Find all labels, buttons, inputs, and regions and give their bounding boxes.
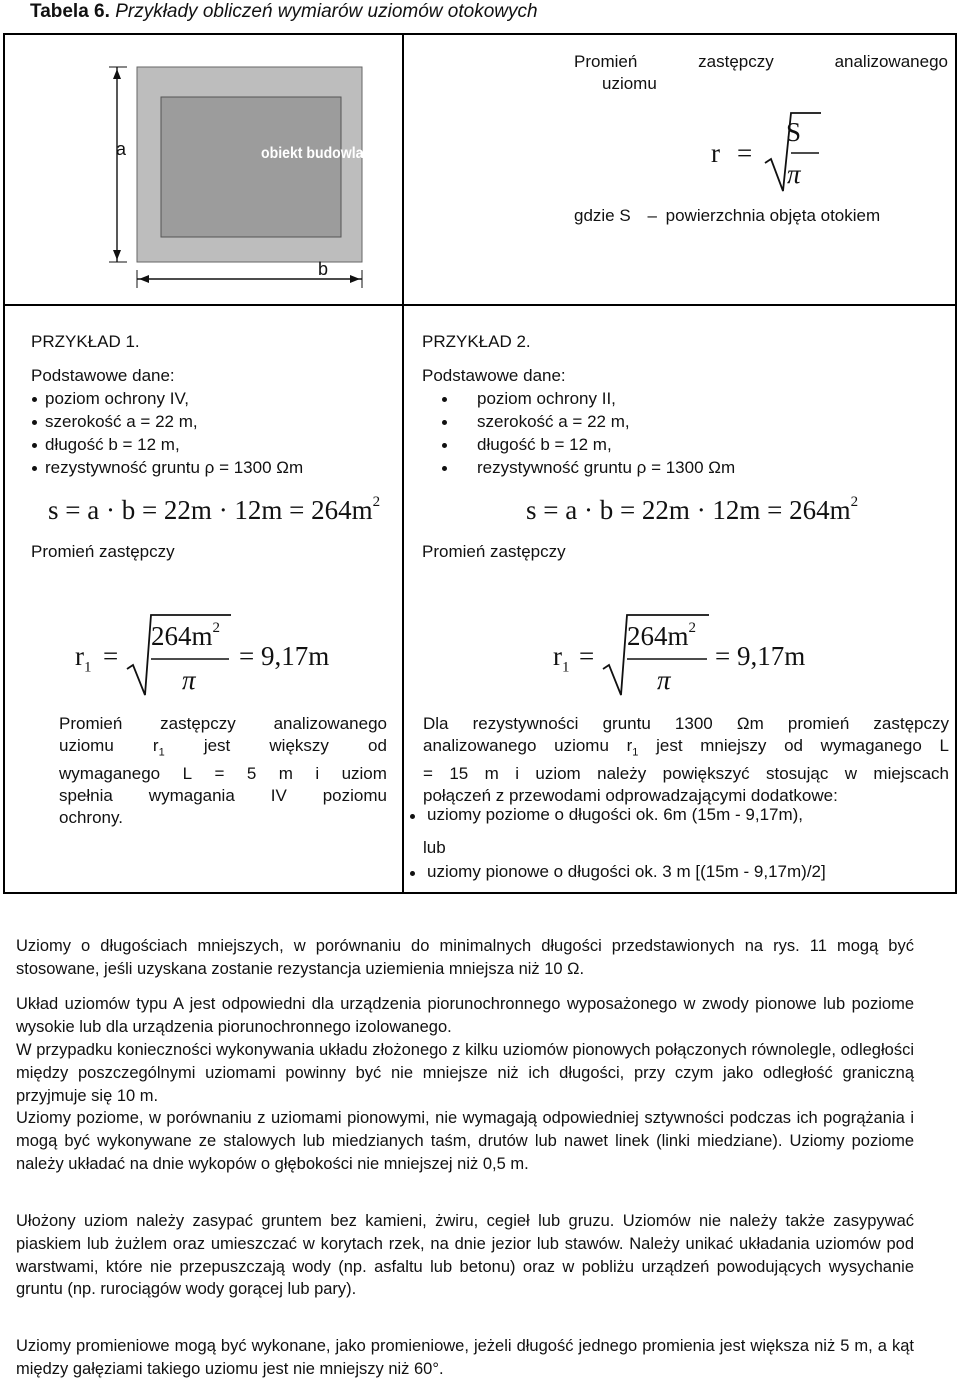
- conclusion-word: powiększyć: [662, 764, 750, 784]
- example2-basic: Podstawowe dane:: [422, 366, 566, 385]
- conclusion-word: w: [844, 764, 858, 784]
- conclusion-word: 1300: [674, 714, 713, 733]
- conclusion-word: od: [368, 736, 387, 755]
- conclusion-word: L: [182, 764, 193, 784]
- example2-r1: $r_1$: [553, 641, 570, 676]
- example2-title: PRZYKŁAD 2.: [422, 332, 531, 351]
- formula-heading: [574, 51, 948, 95]
- conclusion-word: Dla: [423, 714, 449, 733]
- conclusion-word: poziomu: [322, 786, 387, 806]
- conclusion-word: uziom: [535, 764, 581, 784]
- list-item: poziom ochrony IV,: [31, 387, 303, 410]
- formula-where-text: powierzchnia objęta otokiem: [665, 206, 881, 225]
- example2-option1: [405, 805, 803, 825]
- formula-heading-word-1: Promień: [574, 52, 638, 71]
- diagram-label-building: obiekt budowlany: [261, 145, 380, 162]
- example2-radius-label: Promień zastępczy: [422, 542, 566, 561]
- bullet-icon: [410, 871, 415, 876]
- conclusion-word: uziomu: [59, 736, 114, 755]
- body-paragraph-1: Uziomy o długościach mniejszych, w porównaniu do minimalnych długości przedstawionych na rys. 11 mogą być stosowane, jeśli uzyskana zostanie rezystancja uziemienia mniejsza niż 10 Ω.: [16, 937, 914, 978]
- example1-title: PRZYKŁAD 1.: [31, 332, 140, 351]
- body-paragraph-2: Układ uziomów typu A jest odpowiedni dla urządzenia piorunochronnego wyposażonego w zwody pionowe lub poziome wysokie lub dla urządzenia piorunochronnego izolowanego.: [16, 995, 914, 1036]
- conclusion-word: uziom: [341, 764, 387, 784]
- example2-denominator: π: [657, 665, 671, 695]
- formula-heading-word-3: analizowanego: [834, 52, 948, 71]
- conclusion-word: analizowanego: [423, 736, 537, 755]
- conclusion-word: =: [214, 764, 225, 784]
- example2-or: lub: [423, 838, 446, 857]
- example1-area-formula: $s = a \cdot b = 22m \cdot 12m = 264m^2$: [48, 494, 381, 525]
- formula-eq: =: [737, 138, 753, 168]
- diagram-dim-b: b: [318, 259, 329, 279]
- table-caption: [30, 1, 538, 23]
- conclusion-word: większy: [269, 736, 329, 755]
- conclusion-word: $r_1$: [626, 736, 639, 759]
- conclusion-word: jest: [203, 736, 231, 755]
- diagram-label-ring: uziom otokowy: [263, 48, 361, 65]
- list-item: szerokość a = 22 m,: [31, 410, 303, 433]
- conclusion-word: zastępczy: [873, 714, 949, 733]
- formula-where-label: gdzie S: [574, 206, 631, 225]
- example2-area-formula: $s = a \cdot b = 22m \cdot 12m = 264m^2$: [526, 494, 859, 525]
- example2-r1-eq: =: [579, 641, 595, 671]
- example1-list: [31, 387, 303, 479]
- list-item: długość b = 12 m,: [31, 433, 303, 456]
- conclusion-word: uziomu: [554, 736, 609, 755]
- example1-r1: $r_1$: [75, 641, 92, 676]
- conclusion-word: $r_1$: [152, 736, 165, 759]
- formula-S: S: [786, 117, 802, 147]
- example1-numerator: $264m^2$: [151, 620, 221, 651]
- formula-heading-line2: uziomu: [602, 74, 657, 93]
- conclusion-word: zastępczy: [160, 714, 236, 733]
- conclusion-word: rezystywności: [472, 714, 579, 733]
- formula-heading-word-2: zastępczy: [698, 52, 774, 71]
- conclusion-word: ochrony.: [59, 808, 123, 828]
- bullet-icon: [410, 814, 415, 819]
- example2-result: = 9,17m: [715, 641, 806, 671]
- caption-label: Tabela 6.: [30, 1, 110, 22]
- conclusion-word: od: [784, 736, 803, 755]
- list-item: rezystywność gruntu ρ = 1300 Ωm: [31, 456, 303, 479]
- ring-earth-diagram: [103, 41, 403, 301]
- caption-title: Przykłady obliczeń wymiarów uziomów otokowych: [115, 1, 538, 22]
- formula-where: [574, 206, 880, 226]
- conclusion-word: należy: [597, 764, 647, 784]
- calculation-table: [3, 33, 957, 894]
- conclusion-word: wymagania: [148, 786, 235, 806]
- example1-result: = 9,17m: [239, 641, 330, 671]
- list-item: długość b = 12 m,: [441, 433, 735, 456]
- conclusion-word: IV: [270, 786, 287, 806]
- conclusion-word: =: [423, 764, 433, 784]
- option-text: uziomy poziome o długości ok. 6m (15m - 9,17m),: [427, 805, 804, 824]
- conclusion-word: Promień: [59, 714, 123, 733]
- body-paragraph-4: Uziomy poziome, w porównaniu z uziomami pionowymi, nie wymagają odpowiedniej sztywności podczas ich pogrążania i mogą być wykonywane ze stalowych lub miedzianych taśm, drutów lub nawet linek (linki miedziane). Uziomy poziome należy układać na dnie wykopów o głębokości nie mniejszej niż 0,5 m.: [16, 1109, 914, 1173]
- conclusion-word: i: [515, 764, 519, 784]
- conclusion-word: promień: [787, 714, 850, 733]
- body-paragraph-6: Uziomy promieniowe mogą być wykonane, jako promieniowe, jeżeli długość jednego promienia jest większa niż 5 m, a kąt między gałęziami takiego uziomu jest nie mniejszy niż 60°.: [16, 1337, 914, 1378]
- diagram-dim-a: a: [116, 139, 127, 159]
- conclusion-word: L: [939, 736, 949, 755]
- conclusion-word: stosując: [765, 764, 829, 784]
- example1-radius-label: Promień zastępczy: [31, 542, 175, 561]
- formula-where-dash: –: [647, 206, 657, 225]
- conclusion-word: wymaganego: [59, 764, 161, 784]
- example1-r1-eq: =: [103, 641, 119, 671]
- conclusion-word: spełnia: [59, 786, 113, 806]
- conclusion-word: gruntu: [602, 714, 651, 733]
- body-paragraph-5: Ułożony uziom należy zasypać gruntem bez kamieni, żwiru, cegieł lub gruzu. Uziomów nie należy także zasypywać piaskiem lub żużlem oraz umieszczać w korytach rzek, na dnie jezior lub stawów. Należy unikać układania uziomów pod warstwami, które nie przepuszczają wody (np. asfaltu lub betonu) oraz w pobliżu urządzeń powodujących wysychanie gruntu (np. rurociągów wody gorącej lub pary).: [16, 1212, 914, 1299]
- conclusion-word: mniejszy: [700, 736, 767, 755]
- list-item: poziom ochrony II,: [441, 387, 735, 410]
- option-text: uziomy pionowe o długości ok. 3 m [(15m - 9,17m)/2]: [427, 862, 826, 881]
- conclusion-word: wymaganego: [820, 736, 922, 755]
- example2-option2: [405, 862, 826, 882]
- example1-denominator: π: [182, 665, 196, 695]
- conclusion-word: jest: [656, 736, 683, 755]
- conclusion-word: m: [484, 764, 499, 784]
- conclusion-word: Ωm: [736, 714, 764, 733]
- list-item: szerokość a = 22 m,: [441, 410, 735, 433]
- formula-r: r: [711, 138, 720, 168]
- example2-list: [441, 387, 735, 479]
- list-item: rezystywność gruntu ρ = 1300 Ωm: [441, 456, 735, 479]
- formula-pi: π: [787, 159, 801, 189]
- example1-conclusion: [59, 713, 387, 829]
- conclusion-word: i: [315, 764, 320, 784]
- example2-numerator: $264m^2$: [627, 620, 697, 651]
- conclusion-word: miejscach: [873, 764, 949, 784]
- conclusion-word: 15: [449, 764, 469, 784]
- conclusion-line: połączeń z przewodami odprowadzającymi dodatkowe:: [423, 786, 838, 806]
- body-paragraph-3: W przypadku konieczności wykonywania układu złożonego z kilku uziomów pionowych połączonych równolegle, odległości między poszczególnymi uziomami powinny być nie mniejsze niż ich długości, przy czym jako odległość graniczną przyjmuje się 10 m.: [16, 1041, 914, 1105]
- conclusion-word: analizowanego: [273, 714, 387, 733]
- example2-conclusion: [423, 713, 949, 807]
- conclusion-word: 5: [246, 764, 257, 784]
- conclusion-word: m: [278, 764, 293, 784]
- table-row-divider: [5, 304, 955, 306]
- example1-basic: Podstawowe dane:: [31, 366, 175, 385]
